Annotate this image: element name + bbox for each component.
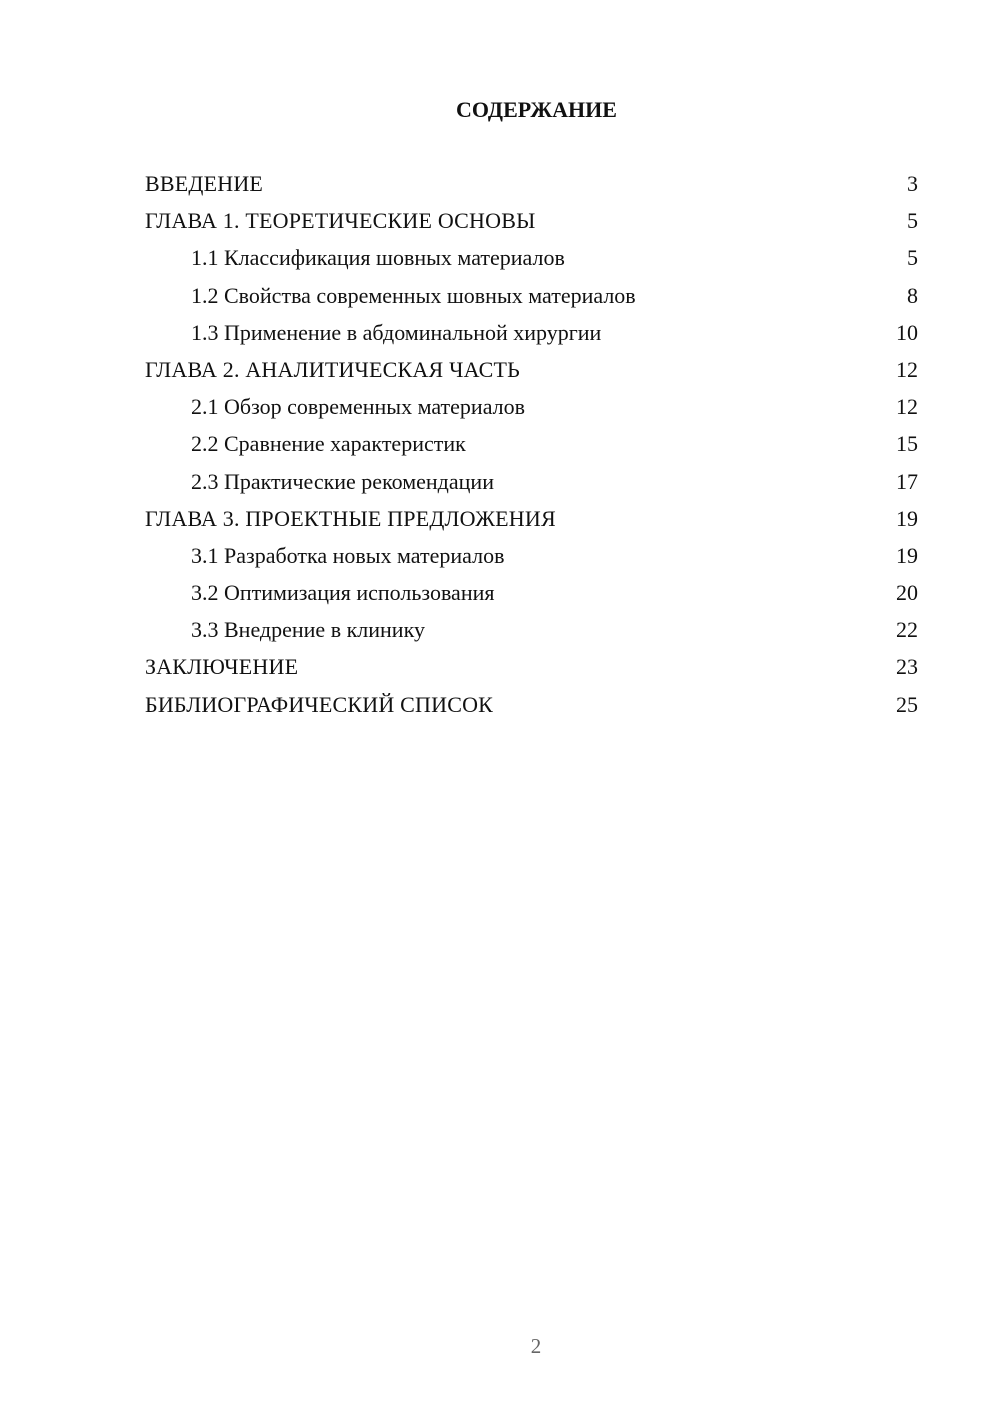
toc-entry-section-3-1[interactable]	[145, 541, 918, 578]
toc-entry-page: 23	[896, 654, 918, 680]
toc-entry-label: 1.2 Свойства современных шовных материалов	[191, 282, 636, 308]
toc-entry-page: 19	[896, 542, 918, 568]
toc-entry-section-1-1[interactable]	[145, 243, 918, 280]
toc-entry-page: 19	[896, 505, 918, 531]
toc-entry-label: 1.1 Классификация шовных материалов	[191, 245, 565, 271]
toc-entry-label: ГЛАВА 1. ТЕОРЕТИЧЕСКИЕ ОСНОВЫ	[145, 208, 536, 234]
toc-entry-page: 20	[896, 580, 918, 606]
toc-entry-label: 3.1 Разработка новых материалов	[191, 542, 505, 568]
toc-entry-conclusion[interactable]	[145, 652, 918, 689]
toc-entry-label: 2.3 Практические рекомендации	[191, 468, 494, 494]
toc-entry-page: 25	[896, 691, 918, 717]
toc-entry-label: 2.1 Обзор современных материалов	[191, 394, 526, 420]
toc-entry-label: ГЛАВА 3. ПРОЕКТНЫЕ ПРЕДЛОЖЕНИЯ	[145, 505, 556, 531]
page-number: 2	[530, 1334, 542, 1358]
toc-entry-label: 3.3 Внедрение в клинику	[191, 617, 425, 643]
toc-entry-chapter-1[interactable]	[145, 206, 918, 243]
toc-entry-section-3-3[interactable]	[145, 615, 918, 652]
toc-entry-label: 1.3 Применение в абдоминальной хирургии	[191, 319, 602, 345]
toc-header	[145, 96, 918, 124]
toc-entry-page: 17	[896, 468, 918, 494]
toc-entry-bibliography[interactable]	[145, 690, 918, 727]
toc-entry-section-1-2[interactable]	[145, 281, 918, 318]
toc-entry-label: ГЛАВА 2. АНАЛИТИЧЕСКАЯ ЧАСТЬ	[145, 356, 520, 382]
toc-entry-page: 8	[907, 282, 918, 308]
toc-title: СОДЕРЖАНИЕ	[456, 97, 617, 122]
toc-entry-introduction[interactable]	[145, 169, 918, 206]
toc-entry-section-1-3[interactable]	[145, 318, 918, 355]
toc-entry-page: 3	[907, 171, 918, 196]
toc-entry-section-2-3[interactable]	[145, 467, 918, 504]
toc-entry-section-2-2[interactable]	[145, 429, 918, 466]
toc-entry-page: 5	[907, 245, 918, 271]
toc-entry-label: ВВЕДЕНИЕ	[145, 171, 264, 196]
toc-entry-chapter-2[interactable]	[145, 355, 918, 392]
toc-entry-page: 12	[896, 394, 918, 420]
toc-entry-label: 3.2 Оптимизация использования	[191, 580, 495, 606]
toc-entry-section-3-2[interactable]	[145, 578, 918, 615]
table-of-contents	[145, 169, 918, 727]
toc-entry-page: 5	[907, 208, 918, 234]
toc-entry-label: ЗАКЛЮЧЕНИЕ	[145, 654, 299, 680]
toc-entry-page: 22	[896, 617, 918, 643]
toc-entry-page: 15	[896, 431, 918, 457]
toc-entry-label: БИБЛИОГРАФИЧЕСКИЙ СПИСОК	[145, 691, 494, 717]
toc-entry-label: 2.2 Сравнение характеристик	[191, 431, 466, 457]
toc-entry-section-2-1[interactable]	[145, 392, 918, 429]
toc-entry-chapter-3[interactable]	[145, 504, 918, 541]
toc-entry-page: 12	[896, 356, 918, 382]
toc-entry-page: 10	[896, 319, 918, 345]
